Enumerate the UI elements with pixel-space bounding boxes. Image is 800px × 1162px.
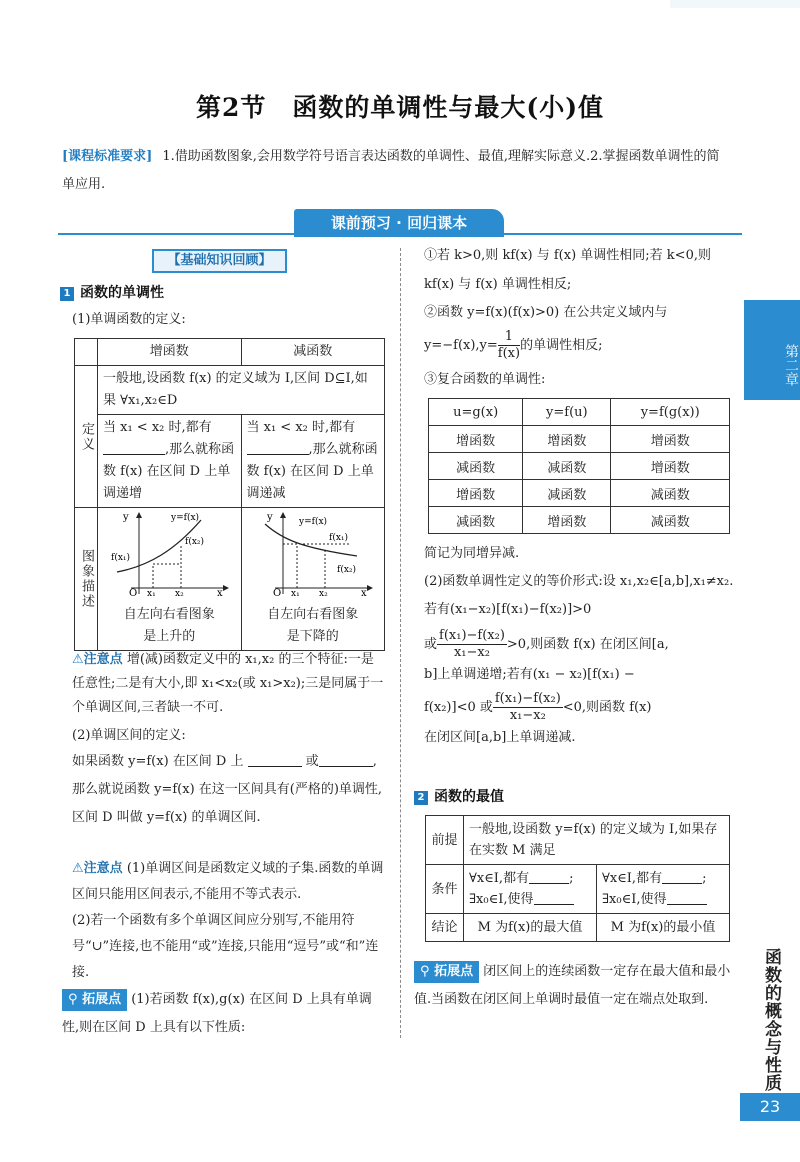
fill-blank	[247, 441, 309, 455]
table-row: 减函数 减函数 增函数	[429, 453, 730, 480]
table-row: 增函数 增函数 增函数	[429, 426, 730, 453]
extension-block-2	[414, 958, 736, 1014]
property-2: ②函数 y=f(x)(f(x)>0) 在公共定义域内与 y=−f(x),y= $\frac{1}{f(x)}$ 的单调性相反;	[424, 305, 668, 361]
caption-decreasing-1: 自左向右看图象	[267, 607, 359, 622]
fill-blank	[319, 753, 373, 767]
warning-icon: ⚠	[72, 652, 84, 667]
fill-blank	[534, 891, 574, 905]
standard-text: 1.借助函数图象,会用数学符号语言表达函数的单调性、最值,理解实际意义.2.掌握函数单调性的简单应用.	[62, 149, 720, 192]
fill-blank	[529, 870, 569, 884]
premise-text: 一般地,设函数 y=f(x) 的定义域为 I,如果存在实数 M 满足	[464, 816, 730, 865]
graph-label-y: y	[266, 512, 273, 523]
section-1-heading	[60, 282, 164, 302]
definition-general: 一般地,设函数 f(x) 的定义域为 I,区间 D⊆I,如果 ∀x₁,x₂∈D	[98, 366, 385, 415]
extension-block-1	[62, 986, 386, 1042]
graph-label-origin: O	[129, 588, 138, 596]
row-label-definition: 定义	[75, 366, 98, 508]
decreasing-function-graph	[253, 510, 373, 596]
graph-label-x2: x₂	[318, 589, 328, 596]
chapter-tab: 第二章	[744, 300, 800, 400]
section-number-badge: 1	[60, 287, 74, 301]
extreme-value-table	[425, 815, 730, 942]
graph-label-fx2: f(x₂)	[336, 565, 356, 575]
graph-label-x1: x₁	[290, 589, 300, 596]
increasing-function-graph	[109, 510, 229, 596]
graph-label-fx1: f(x₁)	[328, 533, 348, 543]
section-2-title: 函数的最值	[434, 789, 504, 805]
condition-max: ∀x∈I,都有 ; ∃x₀∈I,使得	[464, 865, 597, 914]
magnifier-icon: ⚲	[420, 964, 435, 979]
graph-label-x: x	[360, 588, 367, 596]
subheading-interval-def: (2)单调区间的定义:	[72, 728, 186, 743]
extension-badge: ⚲ 拓展点	[414, 961, 479, 983]
warning-icon: ⚠	[72, 861, 84, 876]
caption-increasing-1: 自左向右看图象	[123, 607, 215, 622]
caption-increasing-2: 是上升的	[143, 629, 196, 644]
y-axis-arrow	[136, 512, 142, 518]
monotonic-definition-table	[74, 338, 385, 651]
decreasing-graph-cell	[241, 508, 385, 651]
fraction-reciprocal: $\frac{1}{f(x)}$	[497, 329, 521, 361]
column-divider	[400, 248, 401, 1038]
fill-blank	[667, 891, 707, 905]
caption-decreasing-2: 是下降的	[286, 629, 339, 644]
x-axis-arrow	[367, 585, 373, 591]
graph-label-x: x	[217, 588, 223, 596]
header-increasing: 增函数	[98, 339, 242, 366]
graph-label-y: y	[123, 512, 129, 523]
chapter-title-vertical: 函数的概念与性质	[761, 948, 781, 1092]
increasing-graph-cell	[98, 508, 242, 651]
x-axis-arrow	[223, 585, 229, 591]
table-row: 增函数 减函数 减函数	[429, 480, 730, 507]
page-title: 第2节 函数的单调性与最大(小)值	[195, 93, 605, 122]
conclusion-min: M 为f(x)的最小值	[597, 914, 730, 942]
fill-blank	[662, 870, 702, 884]
property-1: ①若 k>0,则 kf(x) 与 f(x) 单调性相同;若 k<0,则 kf(x) 与 f(x) 单调性相反;	[424, 248, 711, 292]
header-decreasing: 减函数	[241, 339, 385, 366]
same-increase-rule: 简记为同增异减.	[424, 546, 520, 561]
note-head: 注意点	[83, 861, 123, 876]
basic-knowledge-label: 【基础知识回顾】	[152, 249, 287, 273]
graph-label-origin: O	[272, 588, 281, 596]
t2-header-0: u=g(x)	[429, 399, 523, 426]
note-block-1	[72, 648, 386, 720]
note-head: 注意点	[83, 652, 123, 667]
section-2-heading	[414, 786, 504, 806]
difference-quotient: $\frac{\text{f(x₁)−f(x₂)}}{\text{x₁−x₂}}$	[439, 628, 505, 660]
row-label-graph: 图象描述	[75, 508, 98, 651]
graph-label-fx2: f(x₂)	[185, 537, 205, 547]
graph-label-x1: x₁	[147, 589, 156, 596]
property-3: ③复合函数的单调性:	[424, 372, 546, 387]
difference-quotient: $\frac{\text{f(x₁)−f(x₂)}}{\text{x₁−x₂}}$	[494, 691, 561, 723]
definition-decreasing: 当 x₁ < x₂ 时,都有 ,那么就称函数 f(x) 在区间 D 上单调递减	[241, 415, 385, 508]
note-block-2	[72, 856, 386, 986]
standard-tag: [课程标准要求]	[62, 149, 153, 164]
label-premise: 前提	[426, 816, 464, 865]
graph-label-fx1: f(x₁)	[111, 553, 131, 563]
top-decor-strip	[670, 0, 800, 8]
page-number: 23	[740, 1093, 800, 1121]
label-conclusion: 结论	[426, 914, 464, 942]
condition-min: ∀x∈I,都有 ; ∃x₀∈I,使得	[597, 865, 730, 914]
note-2-text-1: (1)单调区间是函数定义域的子集.函数的单调区间只能用区间表示,不能用不等式表示.	[72, 861, 384, 902]
fill-blank	[248, 753, 302, 767]
note-2-text-2: (2)若一个函数有多个单调区间应分别写,不能用符号“∪”连接,也不能用“或”连接,只能用“逗号”或“和”连接.	[72, 913, 379, 980]
magnifier-icon: ⚲	[68, 992, 83, 1007]
label-condition: 条件	[426, 865, 464, 914]
extension-1-text: (1)若函数 f(x),g(x) 在区间 D 上具有单调性,则在区间 D 上具有以下性质:	[62, 992, 372, 1035]
note-1-text: 增(减)函数定义中的 x₁,x₂ 的三个特征:一是任意性;二是有大小,即 x₁<x₂(或 x₁>x₂);三是同属于一个单调区间,三者缺一不可.	[72, 652, 384, 715]
section-1-title: 函数的单调性	[80, 285, 164, 301]
section-number-badge: 2	[414, 791, 428, 805]
fill-blank	[103, 441, 165, 455]
y-axis-arrow	[280, 512, 286, 518]
subheading-monotonic-def: (1)单调函数的定义:	[72, 312, 186, 327]
t2-header-2: y=f(g(x))	[611, 399, 730, 426]
extension-2-text: 闭区间上的连续函数一定存在最大值和最小值.当函数在闭区间上单调时最值一定在端点处取到.	[414, 964, 731, 1007]
equivalent-forms: (2)函数单调性定义的等价形式:设 x₁,x₂∈[a,b],x₁≠x₂.若有(x₁−x₂)[f(x₁)−f(x₂)]>0 或 $\frac{\text{f(x₁)−f(x₂)}}{\text{x₁−x₂}}$ >0,则函数 f(x) 在闭区间[a, b]上单调递增;若有(x₁ − x₂)[f(x₁) − f(x₂)]<0 或 $\frac{\text{f(x₁)−f(x₂)}}{\text{x₁−x₂}}$ <0,则函数 f(x) 在闭区间[a,b]上单调递减.	[424, 574, 734, 745]
conclusion-max: M 为f(x)的最大值	[464, 914, 597, 942]
section-banner: 课前预习 · 回归课本	[294, 209, 504, 237]
t2-header-1: y=f(u)	[523, 399, 611, 426]
definition-increasing: 当 x₁ < x₂ 时,都有 ,那么就称函数 f(x) 在区间 D 上单调递增	[98, 415, 242, 508]
interval-definition: 如果函数 y=f(x) 在区间 D 上 或 ,那么就说函数 y=f(x) 在这一区间具有(严格的)单调性,区间 D 叫做 y=f(x) 的单调区间.	[72, 754, 383, 825]
graph-label-x2: x₂	[175, 589, 184, 596]
graph-label-fx: y=f(x)	[171, 513, 200, 523]
table-row: 减函数 增函数 减函数	[429, 507, 730, 534]
course-standard	[62, 143, 730, 199]
composite-function-table	[428, 398, 730, 534]
extension-badge: ⚲ 拓展点	[62, 989, 127, 1011]
graph-label-fx: y=f(x)	[298, 517, 327, 527]
